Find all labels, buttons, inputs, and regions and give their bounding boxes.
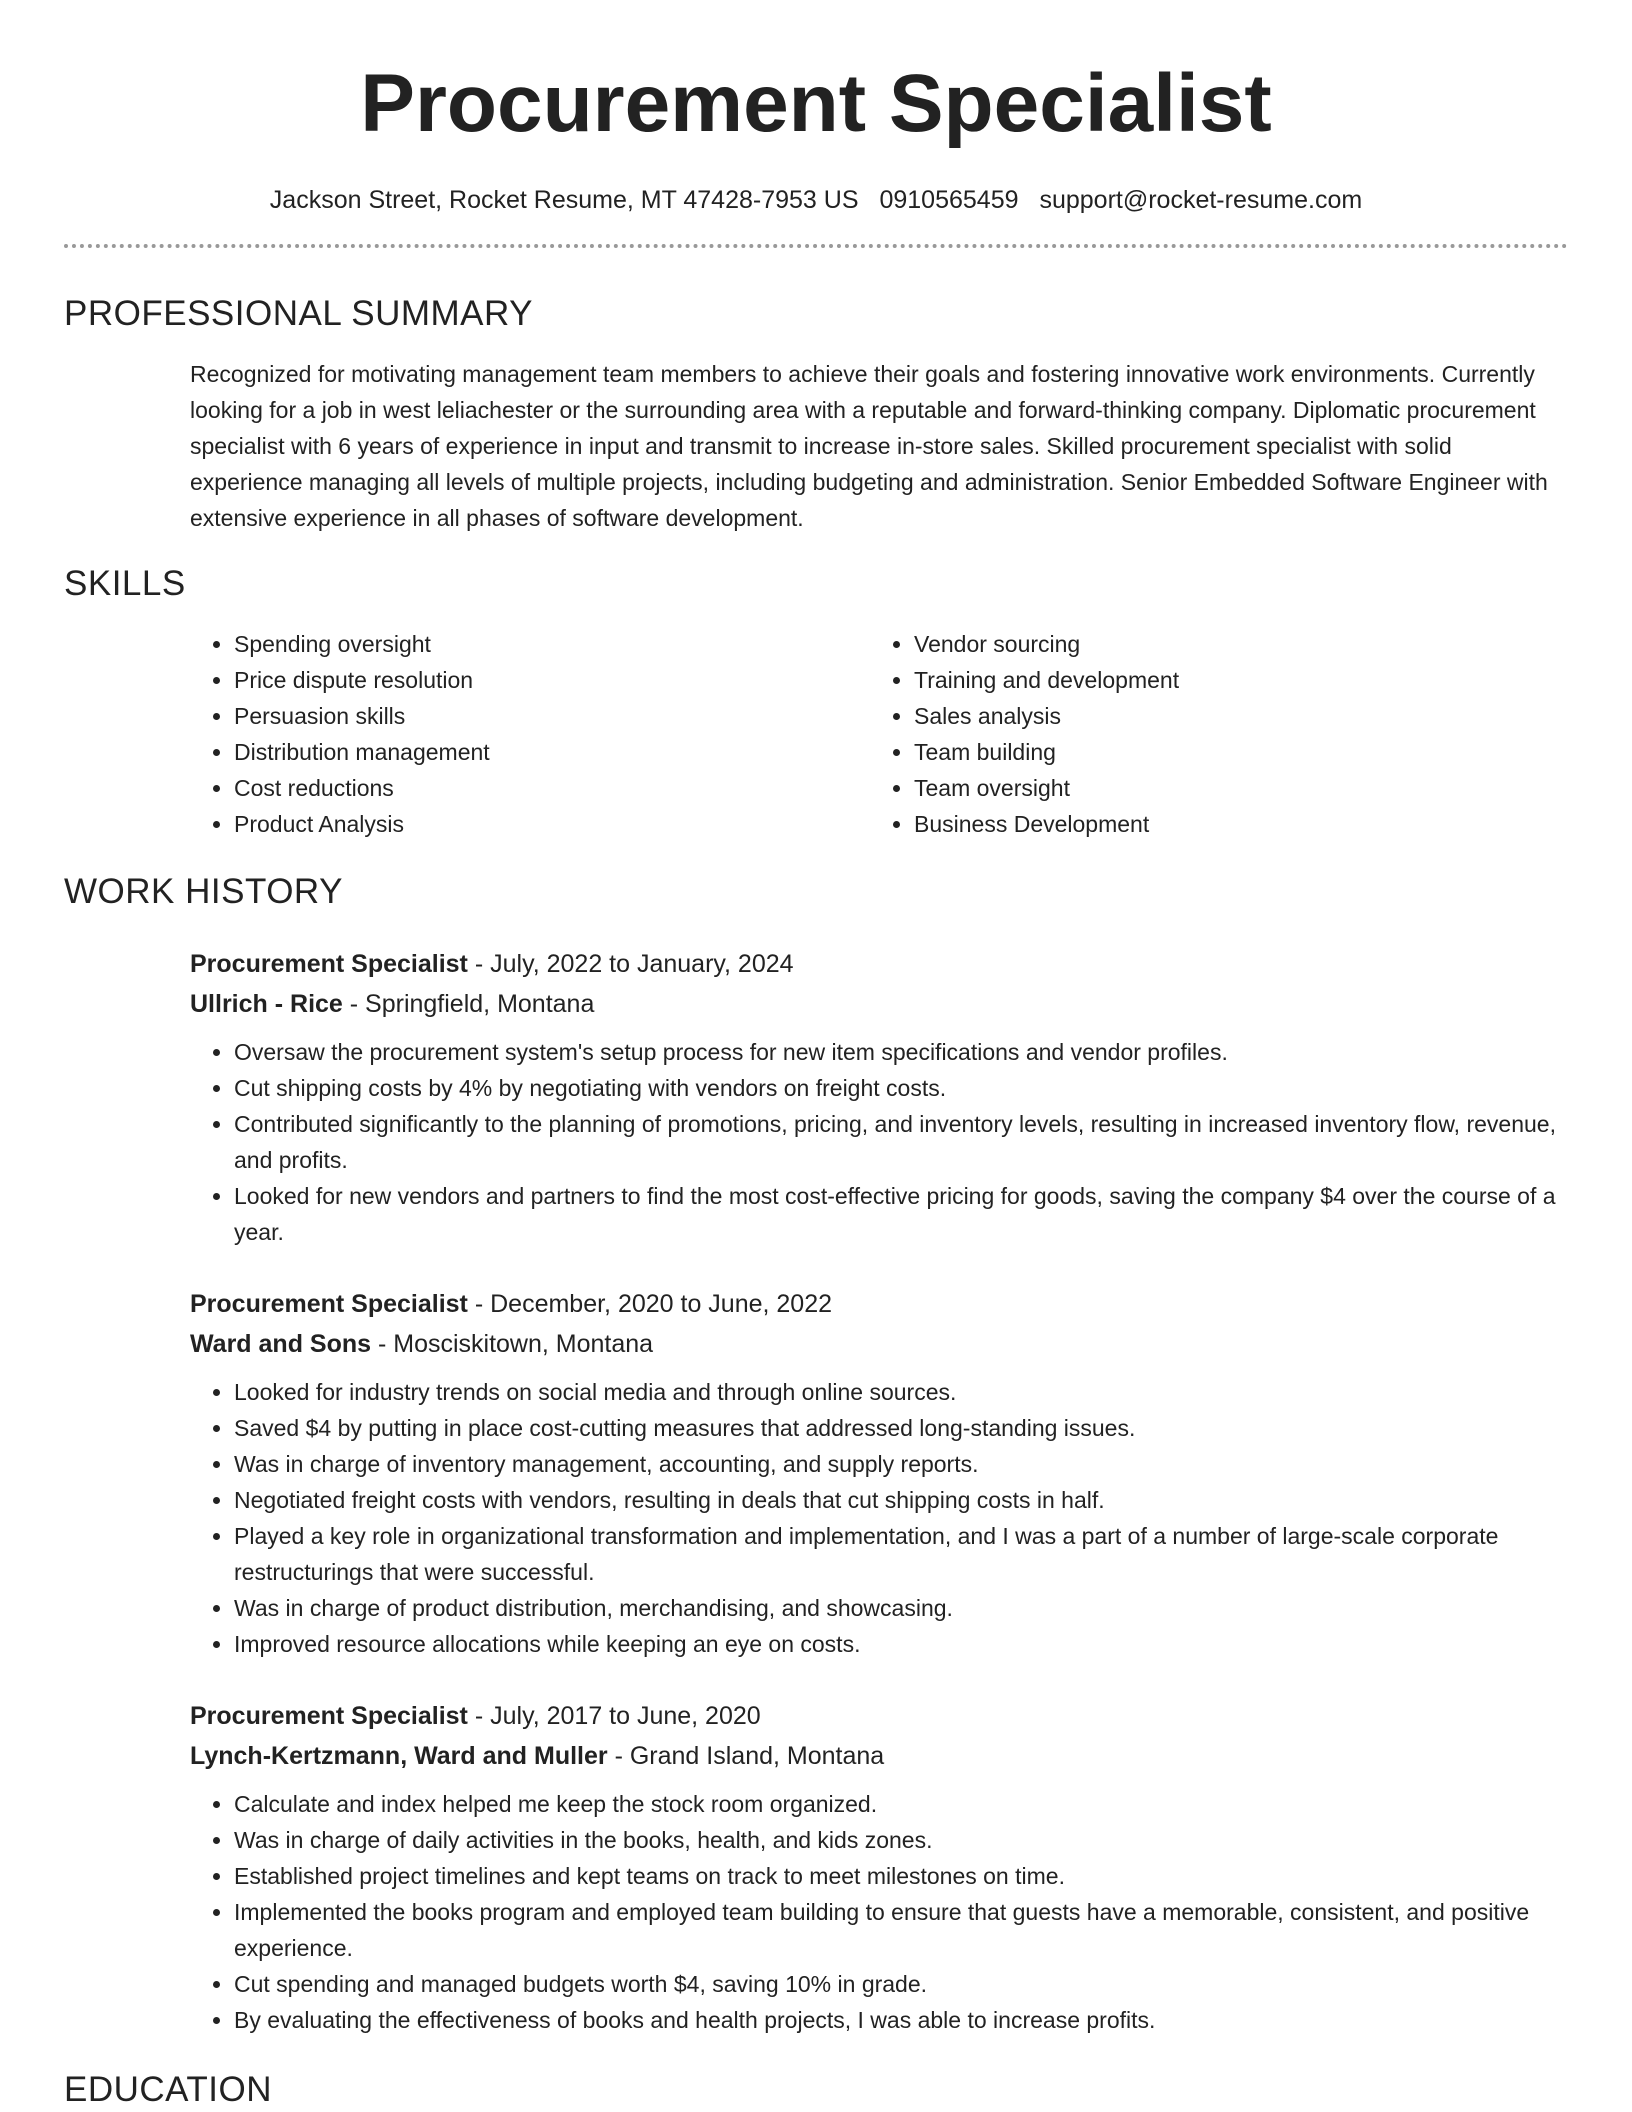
skills-column-right [870, 626, 1550, 842]
skill-item: • Team building [914, 734, 1550, 770]
skill-item: • Business Development [914, 806, 1550, 842]
skill-item: • Vendor sourcing [914, 626, 1550, 662]
job-bullet: • Looked for new vendors and partners to find the most cost-effective pricing for goods, saving the company $4 over the course of a year. [234, 1178, 1568, 1250]
job-bullet: • Calculate and index helped me keep the stock room organized. [234, 1786, 1568, 1822]
job-role: Procurement Specialist [190, 950, 468, 978]
job-bullet: • Looked for industry trends on social media and through online sources. [234, 1374, 1568, 1410]
skill-item: • Price dispute resolution [234, 662, 870, 698]
job-bullet-list [190, 1034, 1568, 1250]
job-bullet: • Implemented the books program and employed team building to ensure that guests have a memorable, consistent, and positive experience. [234, 1894, 1568, 1966]
job-role: Procurement Specialist [190, 1702, 468, 1730]
job-bullet: • Contributed significantly to the planning of promotions, pricing, and inventory levels, resulting in increased inventory flow, revenue, and profits. [234, 1106, 1568, 1178]
job-company-line [190, 1736, 1568, 1776]
job-bullet: • Oversaw the procurement system's setup process for new item specifications and vendor profiles. [234, 1034, 1568, 1070]
job-bullet: • Was in charge of daily activities in the books, health, and kids zones. [234, 1822, 1568, 1858]
job-location: - Grand Island, Montana [607, 1742, 885, 1770]
job-company-line [190, 1324, 1568, 1364]
skill-item: • Team oversight [914, 770, 1550, 806]
job-bullet: • Established project timelines and kept teams on track to meet milestones on time. [234, 1858, 1568, 1894]
header-divider [64, 244, 1568, 248]
skills-column-left [190, 626, 870, 842]
job-company: Ullrich - Rice [190, 990, 343, 1018]
job-entry [190, 1284, 1568, 1662]
skill-item: • Spending oversight [234, 626, 870, 662]
job-role: Procurement Specialist [190, 1290, 468, 1318]
job-entry [190, 944, 1568, 1250]
job-location: - Springfield, Montana [342, 990, 595, 1018]
job-dates: - July, 2017 to June, 2020 [467, 1702, 761, 1730]
job-entry [190, 1696, 1568, 2038]
job-dates: - December, 2020 to June, 2022 [467, 1290, 833, 1318]
contact-address: Jackson Street, Rocket Resume, MT 47428-7953 US [269, 186, 859, 214]
skill-item: • Distribution management [234, 734, 870, 770]
skill-item: • Product Analysis [234, 806, 870, 842]
skill-item: • Persuasion skills [234, 698, 870, 734]
job-bullet: • Saved $4 by putting in place cost-cutting measures that addressed long-standing issues. [234, 1410, 1568, 1446]
job-company: Ward and Sons [190, 1330, 372, 1358]
summary-text: Recognized for motivating management team members to achieve their goals and fostering innovative work environments. Currently looking for a job in west leliachester or the surrounding area with a reputable and forward-thinking company. Diplomatic procurement specialist with 6 years of experience in input and transmit to increase in-store sales. Skilled procurement specialist with solid experience managing all levels of multiple projects, including budgeting and administration. Senior Embedded Software Engineer with extensive experience in all phases of software development. [190, 361, 1548, 531]
job-dates: - July, 2022 to January, 2024 [467, 950, 794, 978]
work-history-heading: WORK HISTORY [64, 872, 343, 911]
skill-item: • Cost reductions [234, 770, 870, 806]
job-role-line [190, 944, 1568, 984]
job-bullet-list [190, 1786, 1568, 2038]
job-role-line [190, 1696, 1568, 1736]
job-bullet: • Cut shipping costs by 4% by negotiating with vendors on freight costs. [234, 1070, 1568, 1106]
skills-list [190, 626, 1568, 842]
job-bullet: • Was in charge of inventory management, accounting, and supply reports. [234, 1446, 1568, 1482]
contact-email: support@rocket-resume.com [1039, 186, 1363, 214]
job-company-line [190, 984, 1568, 1024]
contact-line [64, 182, 1568, 218]
job-bullet: • Played a key role in organizational transformation and implementation, and I was a part of a number of large-scale corporate restructurings that were successful. [234, 1518, 1568, 1590]
job-bullet: • Improved resource allocations while keeping an eye on costs. [234, 1626, 1568, 1662]
job-bullet: • Was in charge of product distribution, merchandising, and showcasing. [234, 1590, 1568, 1626]
job-bullet: • Cut spending and managed budgets worth $4, saving 10% in grade. [234, 1966, 1568, 2002]
skill-item: • Sales analysis [914, 698, 1550, 734]
education-heading: EDUCATION [64, 2070, 273, 2109]
skills-heading: SKILLS [64, 564, 186, 603]
job-location: - Mosciskitown, Montana [371, 1330, 654, 1358]
contact-phone: 0910565459 [879, 186, 1019, 214]
job-role-line [190, 1284, 1568, 1324]
skill-item: • Training and development [914, 662, 1550, 698]
job-bullet: • Negotiated freight costs with vendors, resulting in deals that cut shipping costs in half. [234, 1482, 1568, 1518]
resume-page [64, 0, 1568, 2112]
summary-heading: PROFESSIONAL SUMMARY [64, 294, 533, 333]
job-bullet: • By evaluating the effectiveness of books and health projects, I was able to increase profits. [234, 2002, 1568, 2038]
job-company: Lynch-Kertzmann, Ward and Muller [190, 1742, 608, 1770]
job-bullet-list [190, 1374, 1568, 1662]
resume-name: Procurement Specialist [360, 58, 1272, 149]
